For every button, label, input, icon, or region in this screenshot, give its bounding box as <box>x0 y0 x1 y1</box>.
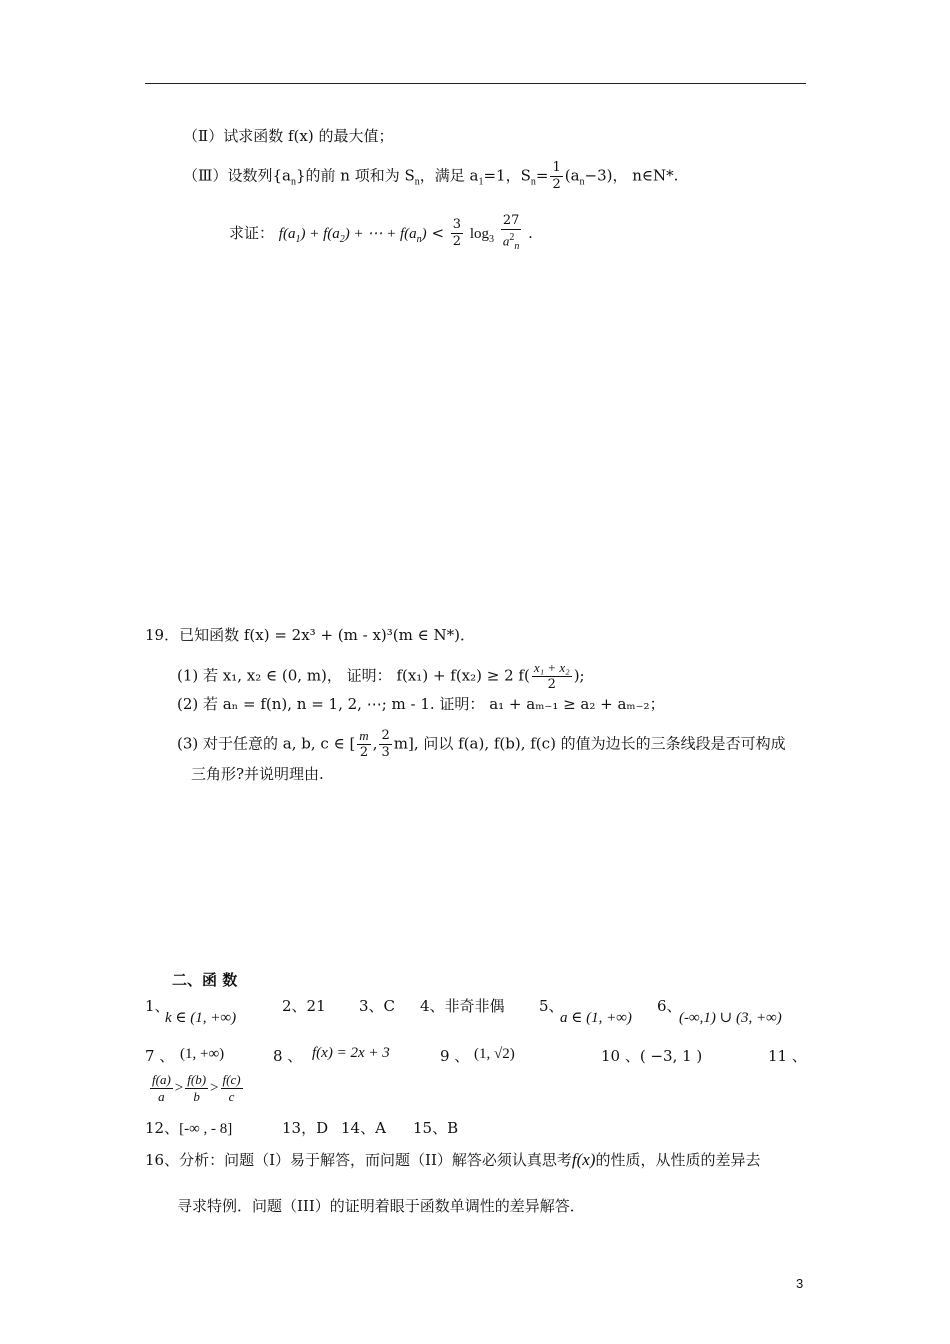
ans-11: 11 、 <box>768 1047 807 1065</box>
q19-part1: (1) 若 x₁, x₂ ∈ (0, m)， 证明： f(x₁) + f(x₂) ≥ 2 f( $\frac{\text{x₁ + x₂}}{2}$ ); <box>177 660 585 692</box>
proof-end: . <box>528 223 533 242</box>
ans-6: 6、 <box>657 997 682 1015</box>
proof-log: $\log_3$ <box>469 225 495 245</box>
ans-11-frac-b: $\frac{f(b)}{b}$ <box>187 1072 207 1104</box>
ans-16-cont: 寻求特例．问题（III）的证明着眼于函数单调性的差异解答． <box>177 1197 585 1215</box>
ans-14: 14、A <box>341 1119 386 1137</box>
ans-8: 8 、 <box>273 1047 303 1065</box>
ans-2: 2、21 <box>282 997 326 1015</box>
proof-lt: < <box>431 223 445 242</box>
part-ii-text: （Ⅱ）试求函数 f(x) 的最大值； <box>183 127 394 145</box>
q19-part2: (2) 若 aₙ = f(n), n = 1, 2, ⋯; m - 1. 证明： a₁ + aₘ₋₁ ≥ a₂ + aₘ₋₂； <box>177 695 665 713</box>
part-iii-eq2: = <box>535 166 549 185</box>
ans-9-value: (1, √2) <box>474 1046 515 1062</box>
proof-lhs: $f(a_1) + f(a_2)$ + ⋯ + $f(a_n)$ <box>278 225 427 245</box>
ans-4: 4、非奇非偶 <box>420 997 505 1015</box>
ans-7: 7 、 <box>145 1047 175 1065</box>
proof-coef-fraction: $\frac{3}{2}$ <box>452 217 462 250</box>
ans-10: 10 、( −3, 1 ) <box>601 1047 703 1065</box>
part-iii-prefix: （Ⅲ）设数列{a <box>183 166 291 185</box>
proof-line <box>229 213 533 255</box>
ans-13: 13，D <box>282 1119 329 1137</box>
part-iii-mid: }的前 n 项和为 S <box>295 166 415 185</box>
q19-part3: (3) 对于任意的 a, b, c ∈ [ $\frac{m}{2}$ , $\frac{2}{3}$ m], 问以 f(a), f(b), f(c) 的值为边长的三条线段是否可构成 <box>177 728 786 760</box>
ans-3: 3、C <box>359 997 396 1015</box>
q19-p3-frac1: $\frac{m}{2}$ <box>359 728 369 760</box>
ans-16: 16、分析：问题（I）易于解答，而问题（II）解答必须认真思考f(x)的性质，从性质的差异去 <box>145 1150 761 1169</box>
ans-5: 5、 <box>539 997 564 1015</box>
ans-1-value: k ∈ (1, +∞) <box>165 1010 237 1026</box>
part-iii-eq: =1，S <box>483 166 531 185</box>
part-iii-cond: ，满足 a <box>419 166 479 185</box>
ans-12: 12、[-∞ , - 8] <box>145 1119 233 1137</box>
ans-5-value: a ∈ (1, +∞) <box>560 1010 632 1026</box>
half-fraction: $\frac{1}{2}$ <box>552 160 561 192</box>
header-rule <box>145 83 806 84</box>
ans-8-value: f(x) = 2x + 3 <box>312 1045 390 1061</box>
answers-heading: 二、函 数 <box>172 971 238 989</box>
ans-6-value: (-∞,1) ∪ (3, +∞) <box>679 1010 782 1026</box>
ans-7-value: (1, +∞) <box>180 1046 225 1062</box>
q19-p1-fraction: $\frac{\text{x₁ + x₂}}{2}$ <box>533 660 570 692</box>
page-number: 3 <box>796 1276 804 1291</box>
ans-11-value: $\frac{f(a)}{a}$ > $\frac{f(b)}{b}$ > $\frac{f(c)}{c}$ <box>152 1072 241 1104</box>
ans-11-frac-a: $\frac{f(a)}{a}$ <box>152 1072 171 1104</box>
part-iii-text: （Ⅲ）设数列$\{a_n\}$的前 n 项和为 $S_n$，满足 $a_1=1$，$S_n=$ $\frac{1}{2}$ $(a_n-3)$， n∈N*. <box>183 160 679 192</box>
ans-11-frac-c: $\frac{f(c)}{c}$ <box>222 1072 241 1104</box>
part-iii-tail: (a <box>564 166 580 185</box>
ans-15: 15、B <box>413 1119 459 1137</box>
q19-part3-cont: 三角形?并说明理由. <box>191 765 324 783</box>
q19-p3-frac2: $\frac{2}{3}$ <box>381 728 390 760</box>
part-iii-tail2: −3)， n∈N*. <box>584 166 679 185</box>
q19-title: 19．已知函数 f(x) = 2x³ + (m - x)³(m ∈ N*)． <box>145 626 475 644</box>
proof-label: 求证： <box>229 223 275 242</box>
proof-log-fraction: $\frac{27}{a^2_n}$ <box>502 213 520 252</box>
ans-1: 1、 <box>145 997 170 1015</box>
ans-9: 9 、 <box>440 1047 470 1065</box>
